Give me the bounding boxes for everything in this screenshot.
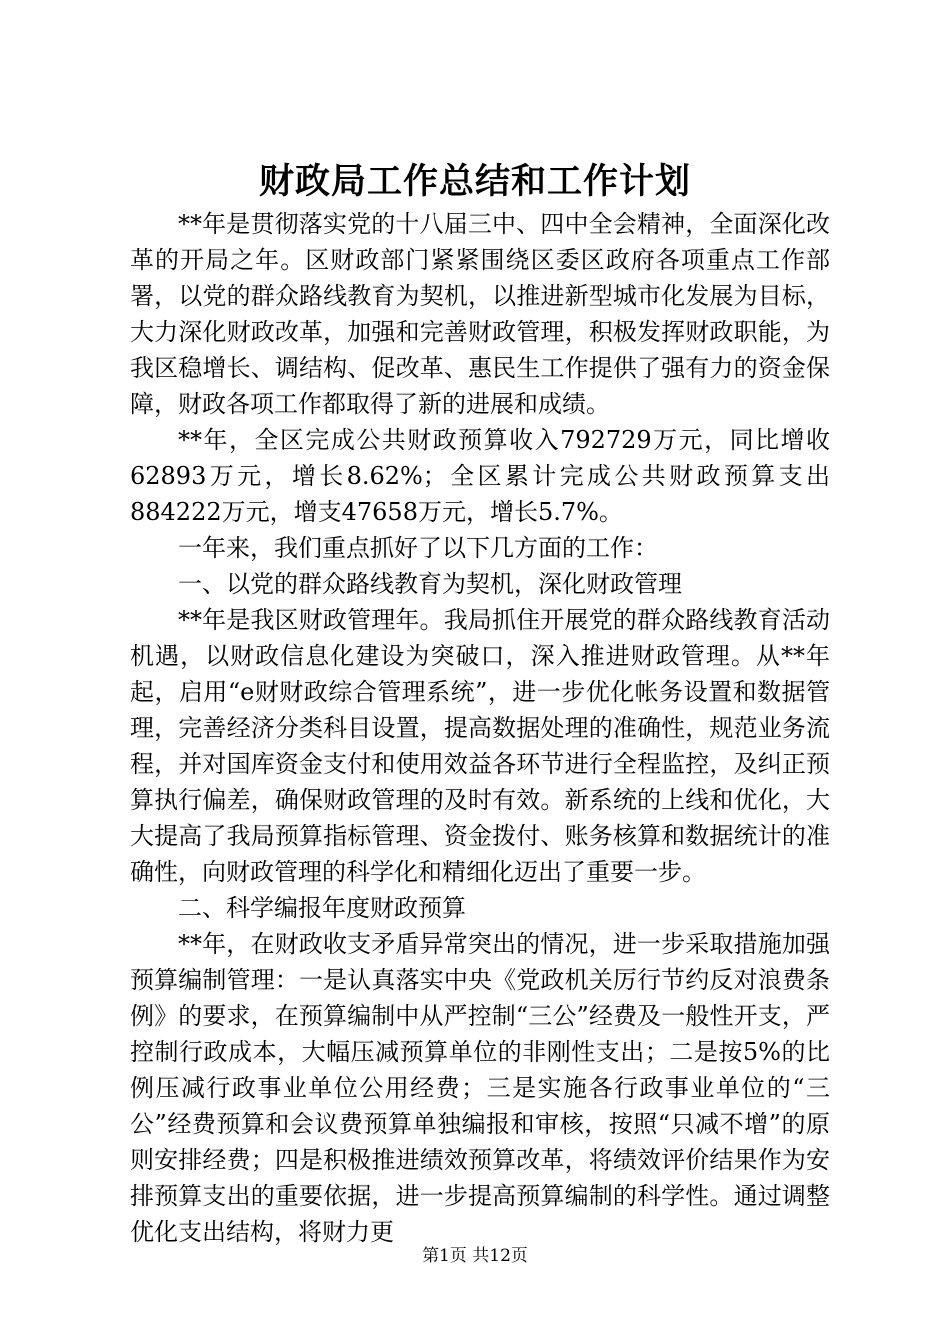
paragraph-budget-compilation: **年，在财政收支矛盾异常突出的情况，进一步采取措施加强预算编制管理：一是认真落实中央《党政机关厉行节约反对浪费条例》的要求，在预算编制中从严控制“三公”经费及一般性开支，严控制行政成本，大幅压减预算单位的非刚性支出；二是按5%的比例压减行政事业单位公用经费；三是实施各行政事业单位的“三公”经费预算和会议费预算单独编报和审核，按照“只减不增”的原则安排经费；四是积极推进绩效预算改革，将绩效评价结果作为安排预算支出的重要依据，进一步提高预算编制的科学性。通过调整优化支出结构，将财力更 [130, 930, 830, 1246]
paragraph-intro: **年是贯彻落实党的十八届三中、四中全会精神，全面深化改革的开局之年。区财政部门紧紧围绕区委区政府各项重点工作部署，以党的群众路线教育为契机，以推进新型城市化发展为目标，大力深化财政改革，加强和完善财政管理，积极发挥财政职能，为我区稳增长、调结构、促改革、惠民生工作提供了强有力的资金保障，财政各项工作都取得了新的进展和成绩。 [130, 210, 830, 418]
paragraph-revenue-stats: **年，全区完成公共财政预算收入792729万元，同比增收62893万元，增长8.62%；全区累计完成公共财政预算支出884222万元，增支47658万元，增长5.7%。 [130, 426, 830, 526]
paragraph-overview: 一年来，我们重点抓好了以下几方面的工作： [178, 534, 658, 562]
paragraph-financial-management: **年是我区财政管理年。我局抓住开展党的群众路线教育活动机遇，以财政信息化建设为突破口，深入推进财政管理。从**年起，启用“e财财政综合管理系统”，进一步优化帐务设置和数据管理，完善经济分类科目设置，提高数据处理的准确性，规范业务流程，并对国库资金支付和使用效益各环节进行全程监控，及纠正预算执行偏差，确保财政管理的及时有效。新系统的上线和优化，大大提高了我局预算指标管理、资金拨付、账务核算和数据统计的准确性，向财政管理的科学化和精细化迈出了重要一步。 [130, 606, 830, 886]
page-number: 第1页 共12页 [422, 1246, 528, 1266]
section-heading-1: 一、以党的群众路线教育为契机，深化财政管理 [178, 570, 682, 598]
document-title: 财政局工作总结和工作计划 [258, 161, 691, 202]
section-heading-2: 二、科学编报年度财政预算 [178, 894, 466, 922]
document-body [130, 206, 830, 1250]
